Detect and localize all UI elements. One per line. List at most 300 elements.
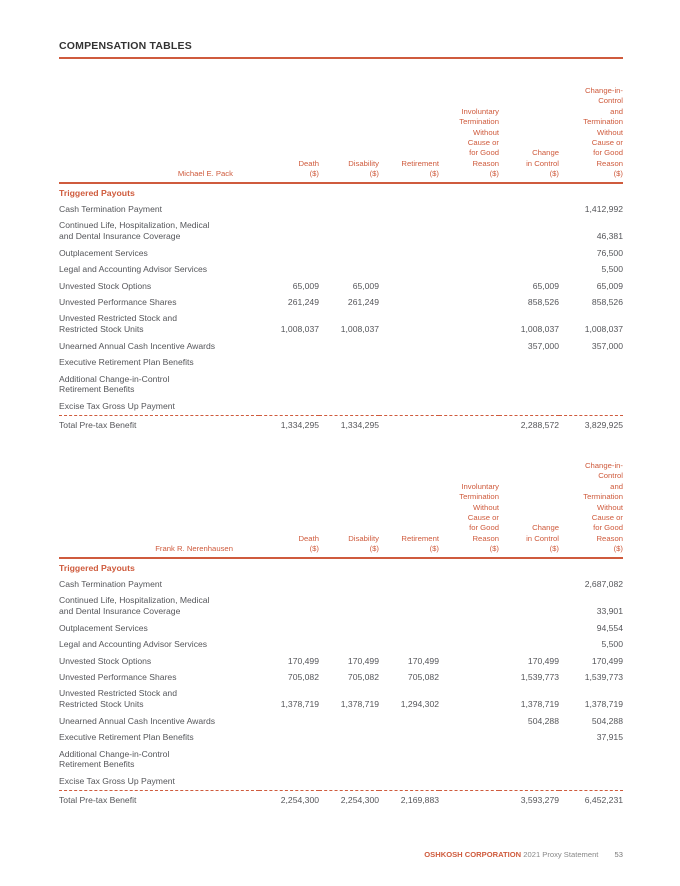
cell-disability (319, 217, 379, 244)
cell-involuntary-termination (439, 576, 499, 592)
header-line: ($) (369, 544, 379, 554)
header-line: Reason (596, 158, 623, 168)
row-label-line: Legal and Accounting Advisor Services (59, 639, 208, 650)
row-label-line: Total Pre-tax Benefit (59, 419, 137, 430)
cell-change-in-control: 858,526 (527, 297, 559, 307)
header-line: Termination (583, 117, 623, 127)
cell-death (259, 371, 319, 398)
header-line: Change-in- (584, 461, 623, 470)
cell-death: 1,334,295 (280, 419, 319, 430)
header-line: Control (598, 471, 623, 481)
row-label (59, 790, 259, 808)
cell-disability: 261,249 (347, 297, 379, 307)
table-row (59, 576, 623, 592)
executive-name: Frank R. Nerenhausen (59, 461, 259, 558)
row-label (59, 592, 259, 619)
cell-cic-and-termination (559, 773, 623, 790)
row-label-line: Unvested Performance Shares (59, 297, 177, 307)
table-row (59, 636, 623, 652)
cell-death (259, 746, 319, 773)
cell-retirement (379, 713, 439, 729)
cell-involuntary-termination (439, 636, 499, 652)
cell-cic-and-termination: 5,500 (601, 264, 623, 275)
cell-death: 65,009 (292, 280, 319, 291)
cell-disability: 65,009 (352, 280, 379, 291)
cell-death: 1,378,719 (280, 699, 319, 710)
cell-change-in-control (499, 773, 559, 790)
cell-retirement (379, 338, 439, 354)
table-row (59, 371, 623, 398)
row-label (59, 338, 259, 354)
cell-death (259, 773, 319, 790)
page-number: 53 (614, 850, 623, 859)
cell-cic-and-termination: 1,539,773 (584, 672, 623, 682)
header-line: Cause or (591, 513, 623, 523)
col-header-disability (319, 461, 379, 558)
title-rule (59, 57, 623, 59)
cell-change-in-control: 1,008,037 (520, 324, 559, 335)
cell-change-in-control (499, 245, 559, 261)
cell-retirement (379, 261, 439, 277)
table-row (59, 669, 623, 685)
row-label-line: Unearned Annual Cash Incentive Awards (59, 340, 216, 351)
cell-disability (319, 592, 379, 619)
cell-disability (319, 713, 379, 729)
col-header-death (259, 86, 319, 183)
cell-disability (319, 398, 379, 415)
cell-retirement (379, 773, 439, 790)
total-row (59, 415, 623, 433)
row-label-line: Cash Termination Payment (59, 204, 163, 215)
cell-retirement (379, 729, 439, 745)
cell-disability: 1,334,295 (340, 419, 379, 430)
cell-cic-and-termination: 6,452,231 (584, 794, 623, 805)
table-row (59, 310, 623, 337)
cell-involuntary-termination (439, 201, 499, 217)
cell-death (259, 620, 319, 636)
col-header-involuntary-termination (439, 461, 499, 558)
row-label-line: Executive Retirement Plan Benefits (59, 732, 194, 743)
cell-involuntary-termination (439, 729, 499, 745)
cell-involuntary-termination (439, 338, 499, 354)
header-line: in Control (526, 158, 559, 168)
cell-disability (319, 245, 379, 261)
table-row (59, 338, 623, 354)
cell-change-in-control: 357,000 (527, 340, 559, 351)
cell-cic-and-termination: 504,288 (591, 715, 623, 726)
header-line: Death (298, 533, 319, 543)
row-label (59, 576, 259, 592)
cell-death (259, 245, 319, 261)
table-row (59, 592, 623, 619)
cell-involuntary-termination (439, 245, 499, 261)
cell-involuntary-termination (439, 371, 499, 398)
cell-death (259, 576, 319, 592)
cell-retirement (379, 576, 439, 592)
cell-involuntary-termination (439, 653, 499, 669)
cell-cic-and-termination: 33,901 (596, 606, 623, 617)
cell-retirement (379, 354, 439, 370)
row-label-line: Unearned Annual Cash Incentive Awards (59, 715, 216, 726)
cell-cic-and-termination: 1,412,992 (584, 204, 623, 215)
cell-disability (319, 636, 379, 652)
cell-change-in-control (499, 217, 559, 244)
header-line: Cause or (591, 138, 623, 148)
cell-change-in-control (499, 746, 559, 773)
cell-change-in-control (499, 354, 559, 370)
col-header-death (259, 461, 319, 558)
cell-cic-and-termination: 1,378,719 (584, 699, 623, 710)
table-row (59, 713, 623, 729)
cell-disability: 2,254,300 (340, 794, 379, 805)
table-row (59, 294, 623, 310)
col-header-cic-and-termination (559, 86, 623, 183)
header-line: Cause or (467, 138, 499, 148)
table-row (59, 729, 623, 745)
header-line: Cause or (467, 513, 499, 523)
cell-cic-and-termination (559, 354, 623, 370)
cell-retirement (379, 310, 439, 337)
header-line: Retirement (401, 533, 439, 543)
header-line: Termination (583, 492, 623, 502)
cell-death (259, 729, 319, 745)
table-row (59, 620, 623, 636)
cell-change-in-control (499, 636, 559, 652)
cell-change-in-control (499, 261, 559, 277)
row-label (59, 354, 259, 370)
cell-disability (319, 746, 379, 773)
cell-involuntary-termination (439, 669, 499, 685)
table-row (59, 354, 623, 370)
col-header-change-in-control (499, 86, 559, 183)
cell-change-in-control (499, 620, 559, 636)
row-label-line: Unvested Stock Options (59, 655, 152, 666)
section-row (59, 558, 623, 576)
table-row (59, 398, 623, 415)
cell-change-in-control (499, 398, 559, 415)
cell-death (259, 261, 319, 277)
table-row (59, 773, 623, 790)
row-label-line: Additional Change-in-Control (59, 748, 170, 759)
cell-disability: 1,008,037 (340, 324, 379, 335)
header-line: Change-in- (584, 86, 623, 95)
cell-disability: 705,082 (347, 672, 379, 682)
row-label-line: Excise Tax Gross Up Payment (59, 775, 175, 786)
cell-retirement (379, 245, 439, 261)
col-header-retirement (379, 86, 439, 183)
row-label-line: Total Pre-tax Benefit (59, 794, 137, 805)
col-header-cic-and-termination (559, 461, 623, 558)
cell-death: 2,254,300 (280, 794, 319, 805)
header-row (59, 86, 623, 183)
header-line: ($) (429, 169, 439, 179)
cell-death: 261,249 (287, 297, 319, 307)
cell-cic-and-termination: 76,500 (596, 247, 623, 258)
table-row (59, 201, 623, 217)
cell-cic-and-termination (559, 371, 623, 398)
cell-retirement (379, 592, 439, 619)
header-line: Change (532, 523, 559, 533)
header-line: Control (598, 96, 623, 106)
cell-cic-and-termination: 5,500 (601, 639, 623, 650)
row-label (59, 398, 259, 415)
row-label (59, 201, 259, 217)
executive-name: Michael E. Pack (59, 86, 259, 183)
cell-change-in-control (499, 371, 559, 398)
cell-cic-and-termination: 65,009 (596, 280, 623, 291)
cell-cic-and-termination: 3,829,925 (584, 419, 623, 430)
header-line: Termination (459, 492, 499, 502)
header-line: Reason (472, 533, 499, 543)
header-line: Without (596, 127, 623, 137)
table-row (59, 653, 623, 669)
header-line: Disability (348, 158, 379, 168)
cell-change-in-control: 2,288,572 (520, 419, 559, 430)
header-line: for Good (469, 523, 499, 533)
cell-death (259, 398, 319, 415)
compensation-table (59, 86, 623, 433)
row-label (59, 685, 259, 712)
row-label (59, 294, 259, 310)
header-line: ($) (309, 544, 319, 554)
row-label-line: Executive Retirement Plan Benefits (59, 357, 194, 368)
header-line: Without (472, 127, 499, 137)
row-label-line: Legal and Accounting Advisor Services (59, 264, 208, 275)
cell-death (259, 713, 319, 729)
row-label (59, 653, 259, 669)
row-label (59, 217, 259, 244)
row-label-line: Unvested Stock Options (59, 280, 152, 291)
cell-disability: 170,499 (347, 655, 379, 666)
severance-table-pack (59, 86, 623, 433)
cell-involuntary-termination (439, 415, 499, 433)
header-line: for Good (593, 523, 623, 533)
col-header-retirement (379, 461, 439, 558)
cell-involuntary-termination (439, 261, 499, 277)
cell-involuntary-termination (439, 592, 499, 619)
cell-cic-and-termination (559, 746, 623, 773)
row-label (59, 669, 259, 685)
cell-involuntary-termination (439, 746, 499, 773)
header-row (59, 461, 623, 558)
row-label (59, 746, 259, 773)
cell-retirement (379, 746, 439, 773)
header-line: ($) (489, 544, 499, 554)
table-row (59, 261, 623, 277)
cell-disability (319, 371, 379, 398)
row-label-line: Continued Life, Hospitalization, Medical (59, 595, 210, 606)
cell-change-in-control (499, 201, 559, 217)
header-line: ($) (429, 544, 439, 554)
cell-death (259, 636, 319, 652)
row-label-line: Outplacement Services (59, 247, 148, 258)
cell-death (259, 338, 319, 354)
row-label-line: and Dental Insurance Coverage (59, 231, 181, 242)
cell-involuntary-termination (439, 354, 499, 370)
cell-involuntary-termination (439, 310, 499, 337)
row-label-line: Retirement Benefits (59, 384, 135, 395)
cell-involuntary-termination (439, 713, 499, 729)
header-line: ($) (309, 169, 319, 179)
cell-disability (319, 201, 379, 217)
cell-disability (319, 620, 379, 636)
cell-retirement (379, 371, 439, 398)
header-line: Retirement (401, 158, 439, 168)
cell-retirement (379, 278, 439, 294)
section-row (59, 183, 623, 201)
cell-involuntary-termination (439, 217, 499, 244)
row-label-line: Retirement Benefits (59, 759, 135, 770)
row-label (59, 773, 259, 790)
cell-cic-and-termination: 46,381 (596, 231, 623, 242)
cell-change-in-control: 65,009 (532, 280, 559, 291)
cell-change-in-control: 504,288 (527, 715, 559, 726)
cell-disability (319, 354, 379, 370)
cell-cic-and-termination: 858,526 (591, 297, 623, 307)
header-line: ($) (489, 169, 499, 179)
row-label-line: Cash Termination Payment (59, 579, 163, 590)
cell-disability (319, 576, 379, 592)
table-row (59, 746, 623, 773)
cell-death: 705,082 (287, 672, 319, 682)
header-line: and (610, 481, 623, 491)
cell-cic-and-termination: 2,687,082 (584, 579, 623, 590)
row-label (59, 620, 259, 636)
cell-retirement (379, 636, 439, 652)
cell-cic-and-termination: 170,499 (591, 655, 623, 666)
col-header-involuntary-termination (439, 86, 499, 183)
row-label (59, 245, 259, 261)
cell-change-in-control (499, 592, 559, 619)
compensation-table (59, 461, 623, 808)
cell-change-in-control (499, 576, 559, 592)
row-label (59, 729, 259, 745)
footer-document: 2021 Proxy Statement (523, 850, 599, 859)
row-label (59, 415, 259, 433)
cell-retirement (379, 201, 439, 217)
cell-involuntary-termination (439, 790, 499, 808)
cell-retirement (379, 398, 439, 415)
cell-change-in-control (499, 729, 559, 745)
cell-retirement: 1,294,302 (400, 699, 439, 710)
header-line: Involuntary (461, 106, 499, 116)
col-header-disability (319, 86, 379, 183)
cell-disability (319, 773, 379, 790)
row-label-line: Unvested Restricted Stock and (59, 313, 177, 324)
row-label-line: Additional Change-in-Control (59, 373, 170, 384)
cell-disability (319, 261, 379, 277)
cell-involuntary-termination (439, 773, 499, 790)
cell-retirement (379, 294, 439, 310)
header-line: Change (532, 148, 559, 158)
cell-change-in-control: 3,593,279 (520, 794, 559, 805)
cell-death (259, 201, 319, 217)
cell-disability (319, 338, 379, 354)
cell-retirement (379, 415, 439, 433)
table-row (59, 217, 623, 244)
header-line: Termination (459, 117, 499, 127)
cell-involuntary-termination (439, 685, 499, 712)
cell-change-in-control: 1,378,719 (520, 699, 559, 710)
cell-retirement: 170,499 (407, 655, 439, 666)
row-label-line: Unvested Performance Shares (59, 672, 177, 682)
cell-disability: 1,378,719 (340, 699, 379, 710)
cell-cic-and-termination (559, 398, 623, 415)
row-label (59, 261, 259, 277)
header-line: Reason (596, 533, 623, 543)
cell-change-in-control: 1,539,773 (520, 672, 559, 682)
header-line: Death (298, 158, 319, 168)
cell-cic-and-termination: 37,915 (596, 732, 623, 743)
row-label-line: Restricted Stock Units (59, 699, 144, 710)
row-label-line: and Dental Insurance Coverage (59, 606, 181, 617)
header-line: for Good (469, 148, 499, 158)
row-label-line: Outplacement Services (59, 622, 148, 633)
header-line: Disability (348, 533, 379, 543)
row-label (59, 310, 259, 337)
cell-change-in-control: 170,499 (527, 655, 559, 666)
cell-retirement (379, 620, 439, 636)
cell-retirement: 2,169,883 (400, 794, 439, 805)
table-row (59, 278, 623, 294)
cell-death (259, 354, 319, 370)
cell-death (259, 217, 319, 244)
header-line: in Control (526, 533, 559, 543)
row-label-line: Excise Tax Gross Up Payment (59, 400, 175, 411)
header-line: for Good (593, 148, 623, 158)
row-label-line: Continued Life, Hospitalization, Medical (59, 220, 210, 231)
cell-death: 170,499 (287, 655, 319, 666)
header-line: and (610, 106, 623, 116)
page-footer (424, 850, 623, 859)
section-label: Triggered Payouts (59, 187, 135, 198)
cell-cic-and-termination: 1,008,037 (584, 324, 623, 335)
cell-cic-and-termination: 357,000 (591, 340, 623, 351)
row-label-line: Restricted Stock Units (59, 324, 144, 335)
table-row (59, 685, 623, 712)
header-line: ($) (613, 169, 623, 179)
cell-disability (319, 729, 379, 745)
table-row (59, 245, 623, 261)
cell-involuntary-termination (439, 398, 499, 415)
cell-retirement (379, 217, 439, 244)
cell-involuntary-termination (439, 278, 499, 294)
header-line: Without (472, 502, 499, 512)
header-line: ($) (369, 169, 379, 179)
row-label (59, 713, 259, 729)
cell-involuntary-termination (439, 294, 499, 310)
row-label (59, 636, 259, 652)
header-line: Involuntary (461, 481, 499, 491)
section-label: Triggered Payouts (59, 562, 135, 573)
row-label (59, 278, 259, 294)
section-title: COMPENSATION TABLES (59, 40, 192, 52)
cell-cic-and-termination: 94,554 (596, 622, 623, 633)
header-line: Reason (472, 158, 499, 168)
cell-death: 1,008,037 (280, 324, 319, 335)
row-label (59, 371, 259, 398)
header-line: ($) (549, 544, 559, 554)
footer-brand: OSHKOSH CORPORATION (424, 850, 522, 859)
col-header-change-in-control (499, 461, 559, 558)
header-line: ($) (613, 544, 623, 554)
cell-retirement: 705,082 (407, 672, 439, 682)
severance-table-nerenhausen (59, 461, 623, 808)
cell-involuntary-termination (439, 620, 499, 636)
header-line: Without (596, 502, 623, 512)
header-line: ($) (549, 169, 559, 179)
row-label-line: Unvested Restricted Stock and (59, 688, 177, 699)
